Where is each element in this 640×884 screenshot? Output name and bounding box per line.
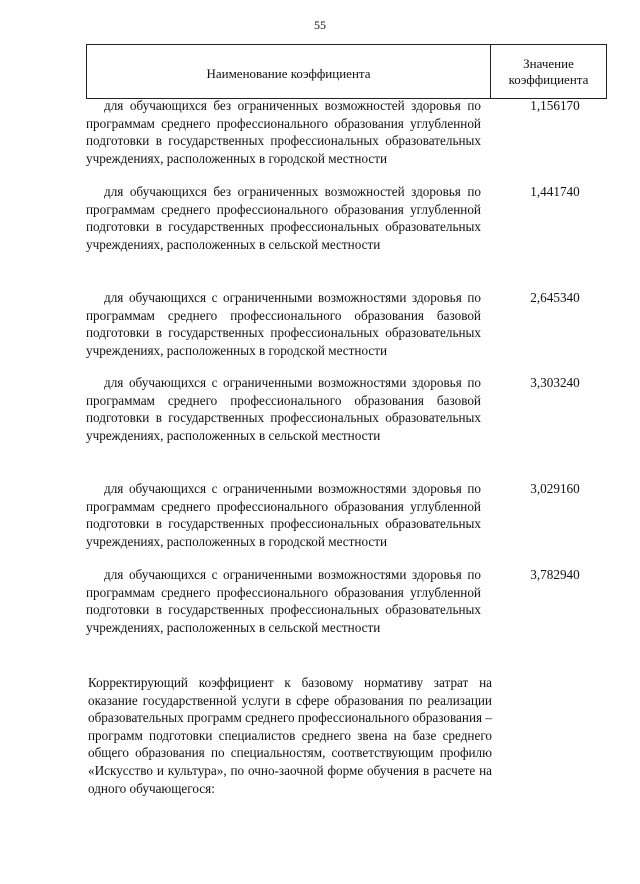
page-number: 55	[314, 18, 326, 32]
coefficient-table	[86, 44, 607, 635]
row-description: для обучающихся без ограниченных возможностей здоровья по программам среднего профессионального образования углубленной подготовки в государственных профессиональных образовательных учреждениях, расположенных в сельской местности	[86, 184, 481, 252]
row-value: 1,441740	[530, 184, 580, 199]
table-row	[86, 374, 607, 444]
header-coefficient-value: Значение коэффициента	[508, 55, 589, 87]
row-value: 3,782940	[530, 567, 580, 582]
row-value: 3,303240	[530, 375, 580, 390]
correction-coefficient-paragraph: Корректирующий коэффициент к базовому нормативу затрат на оказание государственной услуги в сфере образования по реализации образовательных программ среднего профессионального образования – программ подготовки специалистов среднего звена на базе среднего общего образования по специальностям, соответствующим профилю «Искусство и культура», по очно-заочной форме обучения в расчете на одного обучающегося:	[88, 675, 492, 796]
row-description: для обучающихся без ограниченных возможностей здоровья по программам среднего профессионального образования углубленной подготовки в государственных профессиональных образовательных учреждениях, расположенных в городской местности	[86, 98, 481, 166]
header-coefficient-name: Наименование коэффициента	[87, 45, 491, 98]
row-value: 3,029160	[530, 481, 580, 496]
row-description: для обучающихся с ограниченными возможностями здоровья по программам среднего профессионального образования базовой подготовки в государственных профессиональных образовательных учреждениях, расположенных в сельской местности	[86, 375, 481, 443]
table-row	[86, 183, 607, 253]
table-row	[86, 289, 607, 359]
table-header	[86, 44, 607, 99]
row-description: для обучающихся с ограниченными возможностями здоровья по программам среднего профессионального образования углубленной подготовки в государственных профессиональных образовательных учреждениях, расположенных в сельской местности	[86, 567, 481, 635]
row-value: 2,645340	[530, 290, 580, 305]
row-value: 1,156170	[530, 98, 580, 113]
row-description: для обучающихся с ограниченными возможностями здоровья по программам среднего профессионального образования углубленной подготовки в государственных профессиональных образовательных учреждениях, расположенных в городской местности	[86, 481, 481, 549]
table-row	[86, 97, 607, 167]
table-row	[86, 566, 607, 636]
row-description: для обучающихся с ограниченными возможностями здоровья по программам среднего профессионального образования базовой подготовки в государственных профессиональных образовательных учреждениях, расположенных в городской местности	[86, 290, 481, 358]
table-row	[86, 480, 607, 550]
